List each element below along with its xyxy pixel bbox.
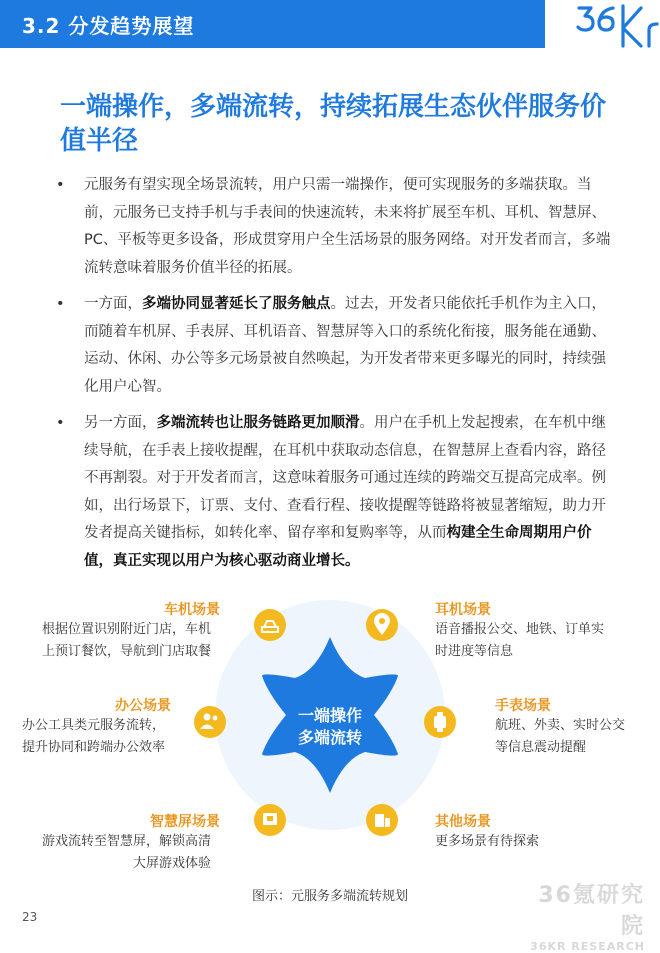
desc-line: 航班、外卖、实时公交 (495, 718, 626, 733)
node-other (366, 804, 398, 836)
desc-line: 更多场景有待探索 (435, 834, 540, 849)
bullet-text: 。用户在手机上发起搜索，在车机中继续导航，在手表上接收提醒，在耳机中获取动态信息，在智慧屏上查看内容，路径不再割裂。对于开发者而言，这意味着服务可通过连续的跨端交互提高完成率。例如，出行场景下，订票、支付、查看行程、接收提醒等链路将被显著缩短，助力开发者提高关键指标，如转化率、留存率和复购率等，从而 (84, 415, 606, 541)
node-title-car: 车机场景 (164, 602, 220, 618)
bullet-text: 。过去，开发者只能依托手机作为主入口，而随着车机屏、手表屏、耳机语音、智慧屏等入口的系统化衔接，服务能在通勤、运动、休闲、办公等多元场景被自然唤起，为开发者带来更多曝光的同时，持续强化用户心智。 (84, 296, 606, 395)
node-office (194, 706, 226, 738)
desc-line: 时进度等信息 (435, 644, 514, 659)
bullet-marker: • (56, 177, 65, 193)
node-car (254, 609, 286, 641)
desc-line: 等信息震动提醒 (495, 740, 587, 755)
node-desc-earphone (435, 619, 604, 663)
watermark-en: 36KR RESEARCH (530, 940, 645, 953)
screen-icon (263, 813, 277, 825)
node-desc-office (22, 715, 165, 759)
node-desc-screen (42, 831, 211, 875)
bullet-emphasis: 构建全生命周期用户价值，真正实现以用户为核心驱动商业增长。 (84, 525, 592, 569)
node-title-earphone: 耳机场景 (435, 602, 491, 618)
bullet-marker: • (56, 415, 65, 431)
node-desc-other (435, 831, 539, 853)
desc-line: 根据位置识别附近门店，车机 (42, 622, 212, 637)
center-label (270, 705, 390, 749)
brand-logo-36kr (575, 0, 660, 48)
bullet-emphasis: 多端流转也让服务链路更加顺滑 (156, 415, 360, 431)
page-number: 23 (22, 910, 38, 924)
node-desc-car (42, 619, 211, 663)
desc-line: 办公工具类元服务流转， (22, 718, 166, 733)
figure-caption: 图示：元服务多端流转规划 (251, 889, 408, 904)
bullet-text: 一方面， (84, 296, 142, 312)
bullet-item-1 (52, 172, 612, 282)
watermark (530, 878, 645, 953)
bullet-marker: • (56, 296, 65, 312)
desc-line: 游戏流转至智慧屏，解锁高清 (42, 834, 212, 849)
node-earphone (366, 609, 398, 641)
node-desc-watch (495, 715, 625, 759)
node-title-screen: 智慧屏场景 (150, 814, 220, 830)
node-watch (424, 706, 456, 738)
bullet-text: 另一方面， (84, 415, 157, 431)
bullet-list (52, 172, 612, 584)
multi-device-flow-diagram (0, 585, 660, 885)
bullet-text: 元服务有望实现全场景流转，用户只需一端操作，便可实现服务的多端获取。当前，元服务已支持手机与手表间的快速流转，未来将扩展至车机、耳机、智慧屏、PC、平板等更多设备，形成贯穿用户全生活场景的服务网络。对开发者而言，多端流转意味着服务价值半径的拓展。 (84, 177, 611, 276)
bullet-item-3 (52, 410, 612, 575)
node-title-other: 其他场景 (435, 814, 491, 830)
center-label-line: 多端流转 (297, 728, 362, 747)
node-screen (254, 804, 286, 836)
bullet-item-2 (52, 291, 612, 401)
node-title-office: 办公场景 (115, 698, 171, 714)
watermark-cn: 36氪研究院 (538, 883, 645, 939)
desc-line: 提升协同和跨端办公效率 (22, 740, 166, 755)
node-title-watch: 手表场景 (495, 698, 551, 714)
desc-line: 语音播报公交、地铁、订单实 (435, 622, 605, 637)
center-label-line: 一端操作 (297, 706, 362, 725)
desc-line: 大屏游戏体验 (133, 856, 212, 871)
bullet-emphasis: 多端协同显著延长了服务触点 (142, 296, 331, 312)
section-title: 3.2 分发趋势展望 (22, 14, 195, 38)
desc-line: 上预订餐饮，导航到门店取餐 (42, 644, 212, 659)
page-heading: 一端操作，多端流转，持续拓展生态伙伴服务价值半径 (60, 92, 607, 156)
